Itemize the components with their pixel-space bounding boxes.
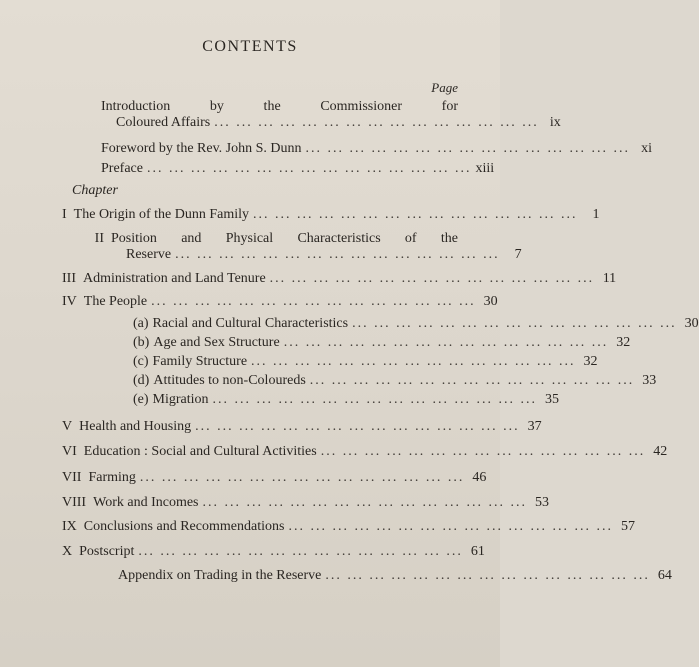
subsection-title: Migration: [152, 392, 209, 407]
dot-leader: ... ... ... ... ... ... ... ... ... ... ... ... ... ... ...: [212, 392, 538, 407]
toc-chapter-5: [62, 419, 542, 435]
entry-text: Preface: [101, 161, 143, 176]
chapter-title: Position and Physical Characteristics of the: [111, 231, 458, 246]
subsection-page: 33: [642, 373, 657, 388]
subsection-title: Age and Sex Structure: [153, 335, 280, 350]
dot-leader: ... ... ... ... ... ... ... ... ... ... ... ... ... ... ...: [288, 519, 613, 534]
chapter-page: 37: [527, 419, 542, 434]
chapter-page: 61: [470, 544, 485, 559]
chapter-title: The Origin of the Dunn Family: [73, 207, 250, 222]
dot-leader: ... ... ... ... ... ... ... ... ... ... ... ... ... ... ...: [352, 316, 677, 331]
toc-entry-foreword: [101, 141, 653, 157]
toc-subsection-a: [133, 316, 699, 332]
appendix-title: Appendix on Trading in the Reserve: [118, 568, 322, 583]
toc-chapter-6: [62, 444, 668, 460]
toc-subsection-e: [133, 392, 560, 408]
entry-page: ix: [549, 115, 561, 130]
chapter-title: Reserve: [126, 247, 172, 262]
chapter-page: 53: [535, 495, 550, 510]
dot-leader: ... ... ... ... ... ... ... ... ... ... ... ... ... ... ...: [305, 141, 631, 156]
subsection-label: (c): [133, 354, 149, 369]
entry-text: Foreword by the Rev. John S. Dunn: [101, 141, 302, 156]
subsection-label: (d): [133, 373, 150, 388]
dot-leader: ... ... ... ... ... ... ... ... ... ... ... ... ... ... ...: [214, 115, 539, 130]
dot-leader: ... ... ... ... ... ... ... ... ... ... ... ... ... ... ...: [325, 568, 650, 583]
appendix-page: 64: [657, 568, 672, 583]
chapter-page: 7: [514, 247, 522, 262]
dot-leader: ... ... ... ... ... ... ... ... ... ... ... ... ... ... ...: [309, 373, 635, 388]
chapter-page: 42: [653, 444, 668, 459]
chapter-number: VIII: [62, 495, 87, 510]
subsection-page: 32: [583, 354, 598, 369]
toc-chapter-9: [62, 519, 635, 535]
chapter-title: The People: [83, 294, 148, 309]
chapter-number: V: [62, 419, 73, 434]
toc-chapter-1: [62, 207, 600, 223]
chapter-title: Education : Social and Cultural Activities: [83, 444, 317, 459]
dot-leader: ... ... ... ... ... ... ... ... ... ... ... ... ... ... ...: [146, 161, 472, 176]
subsection-title: Family Structure: [152, 354, 248, 369]
chapter-page: 1: [592, 207, 600, 222]
dot-leader: ... ... ... ... ... ... ... ... ... ... ... ... ... ... ...: [320, 444, 646, 459]
dot-leader: ... ... ... ... ... ... ... ... ... ... ... ... ... ... ...: [151, 294, 476, 309]
chapter-page: 46: [472, 470, 487, 485]
chapter-number: VI: [62, 444, 77, 459]
subsection-label: (e): [133, 392, 149, 407]
entry-text: Coloured Affairs: [116, 115, 211, 130]
entry-text: Introduction by the Commissioner for: [101, 99, 458, 114]
subsection-page: 35: [545, 392, 560, 407]
dot-leader: ... ... ... ... ... ... ... ... ... ... ... ... ... ... ...: [251, 354, 576, 369]
chapter-number: VII: [62, 470, 82, 485]
toc-chapter-8: [62, 495, 550, 511]
chapter-title: Conclusions and Recommendations: [83, 519, 285, 534]
dot-leader: ... ... ... ... ... ... ... ... ... ... ... ... ... ... ...: [138, 544, 463, 559]
dot-leader: ... ... ... ... ... ... ... ... ... ... ... ... ... ... ...: [269, 271, 595, 286]
chapter-number: III: [62, 271, 76, 286]
toc-entry-introduction: [101, 99, 561, 131]
toc-chapter-4: [62, 294, 498, 310]
entry-page: xiii: [475, 161, 495, 176]
subsection-label: (a): [133, 316, 149, 331]
dot-leader: ... ... ... ... ... ... ... ... ... ... ... ... ... ... ...: [139, 470, 465, 485]
chapter-page: 57: [620, 519, 635, 534]
chapter-page: 11: [602, 271, 617, 286]
dot-leader: ... ... ... ... ... ... ... ... ... ... ... ... ... ... ...: [283, 335, 609, 350]
page-title: CONTENTS: [202, 38, 298, 55]
chapter-number: I: [62, 207, 67, 222]
subsection-page: 32: [616, 335, 631, 350]
chapter-title: Health and Housing: [79, 419, 192, 434]
toc-subsection-d: [133, 373, 657, 389]
toc-appendix: [118, 568, 672, 584]
toc-entry-preface: [101, 161, 495, 177]
chapter-number: IV: [62, 294, 77, 309]
chapter-number: IX: [62, 519, 77, 534]
dot-leader: ... ... ... ... ... ... ... ... ... ... ... ... ... ... ...: [253, 207, 578, 222]
toc-chapter-7: [62, 470, 487, 486]
chapter-title: Administration and Land Tenure: [83, 271, 266, 286]
subsection-page: 30: [684, 316, 699, 331]
entry-page: xi: [641, 141, 653, 156]
subsection-title: Attitudes to non-Coloureds: [153, 373, 306, 388]
chapter-title: Postscript: [79, 544, 135, 559]
dot-leader: ... ... ... ... ... ... ... ... ... ... ... ... ... ... ...: [202, 495, 528, 510]
chapter-page: 30: [483, 294, 498, 309]
toc-subsection-b: [133, 335, 631, 351]
subsection-label: (b): [133, 335, 150, 350]
chapter-title: Farming: [88, 470, 136, 485]
toc-subsection-c: [133, 354, 598, 370]
dot-leader: ... ... ... ... ... ... ... ... ... ... ... ... ... ... ...: [195, 419, 520, 434]
chapter-title: Work and Incomes: [93, 495, 199, 510]
toc-chapter-10: [62, 544, 485, 560]
chapter-number: II: [94, 231, 104, 246]
toc-chapter-2: [62, 231, 522, 263]
toc-chapter-3: [62, 271, 617, 287]
chapter-number: X: [62, 544, 73, 559]
subsection-title: Racial and Cultural Characteristics: [152, 316, 349, 331]
page-column-header: Page: [431, 80, 458, 95]
chapter-column-header: Chapter: [72, 183, 118, 198]
dot-leader: ... ... ... ... ... ... ... ... ... ... ... ... ... ... ...: [175, 247, 500, 262]
